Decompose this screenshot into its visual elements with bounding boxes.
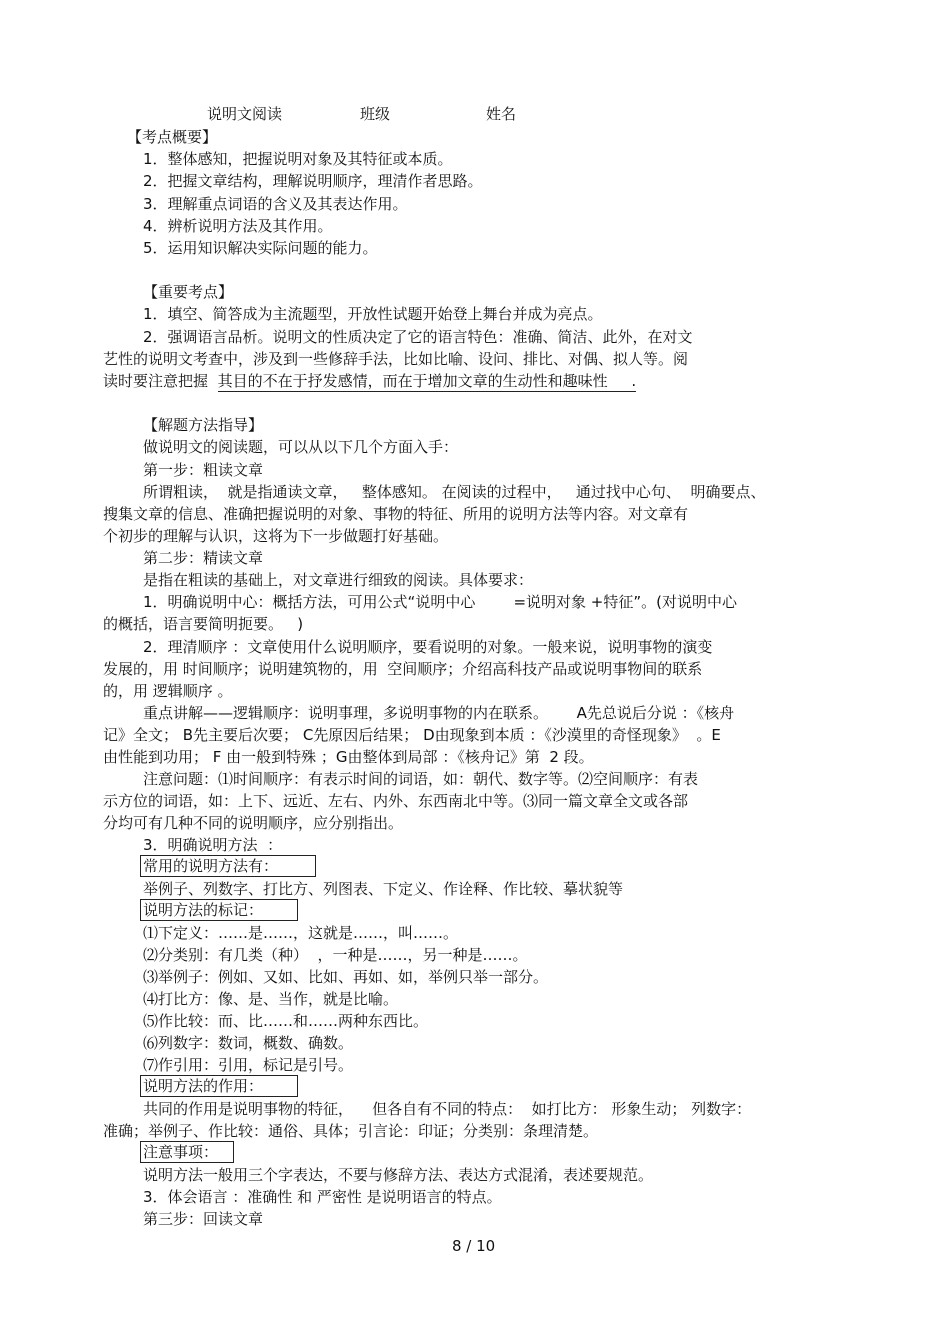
step2-title: 第二步：精读文章 [143, 549, 264, 567]
focus-line: 记》全文； B先主要后次要； C先原因后结果； D由现象到本质 ：《沙漠里的奇怪现象》 。E [103, 726, 721, 744]
key-point-2-prefix: 读时要注意把握 [103, 372, 209, 390]
overview-heading: 【考点概要】 [127, 128, 218, 146]
key-point-2-line-1: 2．强调语言品析。说明文的性质决定了它的语言特色：准确、简洁、此外，在对文 [143, 328, 693, 346]
note-line: 分均可有几种不同的说明顺序，应分别指出。 [103, 814, 404, 832]
focus-line: 由性能到功用； F 由一般到特殊 ；G由整体到局部 ：《核舟记》第 2 段。 [103, 748, 594, 766]
key-point-2-line-3 [103, 371, 636, 391]
requirement-2-line: 发展的，用 时间顺序；说明建筑物的，用 空间顺序；介绍高科技产品或说明事物间的联系 [103, 660, 703, 678]
common-methods-box: 常用的说明方法有： [140, 855, 316, 877]
focus-line: 重点讲解——逻辑顺序：说明事理，多说明事物的内在联系。 A先总说后分说 ：《核舟 [143, 704, 735, 722]
note-line: 注意问题：⑴时间顺序：有表示时间的词语，如：朝代、数字等。⑵空间顺序：有表 [143, 770, 699, 788]
method-effects-line: 共同的作用是说明事物的特征， 但各自有不同的特点： 如打比方： 形象生动； 列数字： [143, 1100, 752, 1118]
overview-item: 4．辨析说明方法及其作用。 [143, 217, 333, 235]
page-number: 8 / 10 [452, 1237, 496, 1255]
method-marker: ⑶举例子：例如、又如、比如、再如、如，举例只举一部分。 [143, 968, 549, 986]
overview-item: 2．把握文章结构，理解说明顺序，理清作者思路。 [143, 172, 483, 190]
requirement-3: 3．明确说明方法 ： [143, 836, 283, 854]
requirement-1-line: 1．明确说明中心：概括方法，可用公式“说明中心 =说明对象 +特征”。(对说明中心 [143, 593, 737, 611]
step1-title: 第一步：粗读文章 [143, 461, 264, 479]
note-line: 示方位的词语，如：上下、远近、左右、内外、东西南北中等。⑶同一篇文章全文或各部 [103, 792, 689, 810]
step1-paragraph-line: 个初步的理解与认识，这将为下一步做题打好基础。 [103, 527, 449, 545]
key-points-heading: 【重要考点】 [143, 283, 234, 301]
requirement-2-line: 2．理清顺序 ：文章使用什么说明顺序，要看说明的对象。一般来说，说明事物的演变 [143, 638, 713, 656]
key-point-2-line-2: 艺性的说明文考查中，涉及到一些修辞手法，比如比喻、设问、排比、对偶、拟人等。阅 [103, 350, 689, 368]
method-heading: 【解题方法指导】 [143, 416, 264, 434]
step1-paragraph-line: 所谓粗读， 就是指通读文章， 整体感知。 在阅读的过程中， 通过找中心句、 明确要点、 [143, 483, 766, 501]
name-label: 姓名 [486, 105, 517, 123]
overview-item: 1．整体感知，把握说明对象及其特征或本质。 [143, 150, 453, 168]
step2-intro: 是指在粗读的基础上，对文章进行细致的阅读。具体要求： [143, 571, 534, 589]
step3-title: 第三步：回读文章 [143, 1210, 264, 1228]
overview-item: 5．运用知识解决实际问题的能力。 [143, 239, 378, 257]
method-effects-line: 准确；举例子、作比较：通俗、具体；引言论：印证；分类别：条理清楚。 [103, 1122, 599, 1140]
document-title: 说明文阅读 [207, 105, 283, 123]
attention-text: 说明方法一般用三个字表达，不要与修辞方法、表达方式混淆，表述要规范。 [143, 1166, 654, 1184]
class-label: 班级 [360, 105, 391, 123]
method-marker: ⑹列数字：数词，概数、确数。 [143, 1034, 354, 1052]
method-marker: ⑵分类别：有几类（种） ，一种是……，另一种是……。 [143, 946, 528, 964]
method-markers-box: 说明方法的标记： [140, 899, 298, 921]
method-effects-box: 说明方法的作用： [140, 1075, 298, 1097]
key-point-2-underlined: 其目的不在于抒发感情，而在于增加文章的生动性和趣味性 . [217, 372, 637, 390]
key-point-1: 1．填空、简答成为主流题型，开放性试题开始登上舞台并成为亮点。 [143, 305, 603, 323]
method-marker: ⑴下定义：……是……，这就是……，叫……。 [143, 924, 459, 942]
step1-paragraph-line: 搜集文章的信息、准确把握说明的对象、事物的特征、所用的说明方法等内容。对文章有 [103, 505, 689, 523]
method-marker: ⑺作引用：引用，标记是引号。 [143, 1056, 354, 1074]
overview-item: 3．理解重点词语的含义及其表达作用。 [143, 195, 408, 213]
requirement-2-line: 的，用 逻辑顺序 。 [103, 682, 233, 700]
method-marker: ⑸作比较：而、比……和……两种东西比。 [143, 1012, 429, 1030]
method-intro: 做说明文的阅读题，可以从以下几个方面入手： [143, 438, 459, 456]
attention-box: 注意事项： [140, 1141, 234, 1163]
requirement-4: 3．体会语言 ：准确性 和 严密性 是说明语言的特点。 [143, 1188, 502, 1206]
requirement-1-line: 的概括，语言要简明扼要。 ) [103, 615, 304, 633]
method-marker: ⑷打比方：像、是、当作，就是比喻。 [143, 990, 399, 1008]
common-methods-list: 举例子、列数字、打比方、列图表、下定义、作诠释、作比较、摹状貌等 [143, 880, 624, 898]
